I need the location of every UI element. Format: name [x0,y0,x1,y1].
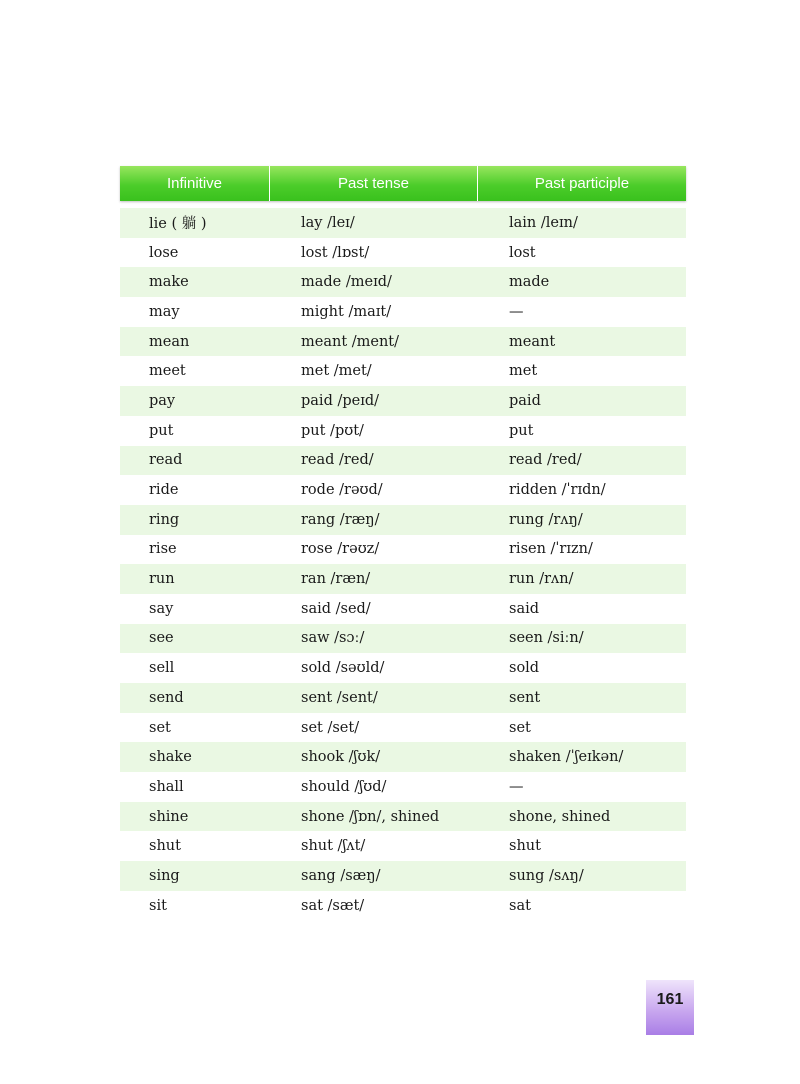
past-tense-cell: might /maɪt/ [301,303,392,320]
infinitive-cell: say [149,600,174,617]
infinitive-cell: rise [149,541,177,558]
past-tense-cell: shone /ʃɒn/, shined [301,808,440,825]
header-infinitive: Infinitive [120,166,270,201]
past-tense-cell: rode /rəʊd/ [301,482,383,499]
infinitive-cell: send [149,689,184,706]
past-participle-cell: set [509,719,531,736]
infinitive-cell: shine [149,808,189,825]
past-participle-cell: — [509,303,524,320]
past-participle-cell: ridden /ˈrɪdn/ [509,482,606,499]
past-participle-cell: sent [509,689,541,706]
table-row [120,238,686,268]
table-header [120,166,686,201]
table-row [120,772,686,802]
table-row [120,356,686,386]
past-tense-cell: lay /leɪ/ [301,214,355,231]
infinitive-cell: ring [149,511,180,528]
table-row [120,831,686,861]
past-participle-cell: made [509,274,550,291]
past-participle-cell: seen /siːn/ [509,630,584,647]
past-participle-cell: meant [509,333,556,350]
past-participle-cell: said [509,600,540,617]
table-row [120,802,686,832]
past-participle-cell: shut [509,838,541,855]
infinitive-cell: sing [149,867,180,884]
past-tense-cell: set /set/ [301,719,360,736]
past-tense-cell: saw /sɔː/ [301,630,365,647]
infinitive-cell: make [149,274,189,291]
header-past-tense: Past tense [270,166,478,201]
past-tense-cell: sang /sæŋ/ [301,867,381,884]
infinitive-cell: ride [149,482,179,499]
infinitive-cell: see [149,630,174,647]
table-row [120,505,686,535]
table-row [120,653,686,683]
infinitive-cell: set [149,719,171,736]
table-row [120,416,686,446]
past-participle-cell: paid [509,392,541,409]
past-participle-cell: read /red/ [509,452,582,469]
table-row [120,535,686,565]
past-tense-cell: met /met/ [301,363,372,380]
infinitive-cell: shake [149,749,192,766]
past-tense-cell: lost /lɒst/ [301,244,370,261]
infinitive-cell: lie ( 躺 ) [149,216,207,233]
past-tense-cell: paid /peɪd/ [301,392,380,409]
past-participle-cell: sat [509,897,531,914]
past-tense-cell: meant /ment/ [301,333,400,350]
table-row [120,624,686,654]
past-tense-cell: rang /ræŋ/ [301,511,380,528]
infinitive-cell: meet [149,363,186,380]
infinitive-cell: may [149,303,180,320]
past-participle-cell: put [509,422,534,439]
table-row [120,683,686,713]
page-number: 161 [646,980,694,1035]
table-row [120,386,686,416]
past-tense-cell: said /sed/ [301,600,371,617]
table-body [120,208,686,921]
table-row [120,297,686,327]
infinitive-cell: put [149,422,174,439]
past-participle-cell: rung /rʌŋ/ [509,511,583,528]
past-tense-cell: sat /sæt/ [301,897,365,914]
past-tense-cell: shook /ʃʊk/ [301,749,381,766]
infinitive-cell: read [149,452,183,469]
infinitive-cell: sit [149,897,167,914]
table-row [120,742,686,772]
table-row [120,267,686,297]
table-row [120,713,686,743]
past-participle-cell: shone, shined [509,808,611,825]
infinitive-cell: mean [149,333,190,350]
infinitive-cell: shall [149,778,184,795]
infinitive-cell: pay [149,392,176,409]
table-row [120,564,686,594]
past-tense-cell: rose /rəʊz/ [301,541,380,558]
table-row [120,327,686,357]
past-participle-cell: shaken /ˈʃeɪkən/ [509,749,624,766]
past-participle-cell: met [509,363,538,380]
past-tense-cell: ran /ræn/ [301,571,371,588]
irregular-verbs-table [120,166,686,921]
past-participle-cell: lain /leɪn/ [509,214,578,231]
infinitive-cell: run [149,571,175,588]
past-tense-cell: made /meɪd/ [301,274,392,291]
past-tense-cell: should /ʃʊd/ [301,778,387,795]
past-participle-cell: — [509,778,524,795]
past-tense-cell: sent /sent/ [301,689,378,706]
past-tense-cell: read /red/ [301,452,374,469]
past-participle-cell: risen /ˈrɪzn/ [509,541,593,558]
table-row [120,594,686,624]
table-row [120,475,686,505]
past-participle-cell: sold [509,660,540,677]
past-participle-cell: lost [509,244,536,261]
past-tense-cell: shut /ʃʌt/ [301,838,366,855]
past-tense-cell: sold /səʊld/ [301,660,385,677]
header-past-participle: Past participle [534,175,630,192]
table-row [120,208,686,238]
past-participle-cell: sung /sʌŋ/ [509,867,584,884]
past-participle-cell: run /rʌn/ [509,571,574,588]
table-row [120,446,686,476]
infinitive-cell: sell [149,660,175,677]
past-tense-cell: put /pʊt/ [301,422,364,439]
table-row [120,861,686,891]
infinitive-cell: lose [149,244,179,261]
table-row [120,891,686,921]
infinitive-cell: shut [149,838,181,855]
